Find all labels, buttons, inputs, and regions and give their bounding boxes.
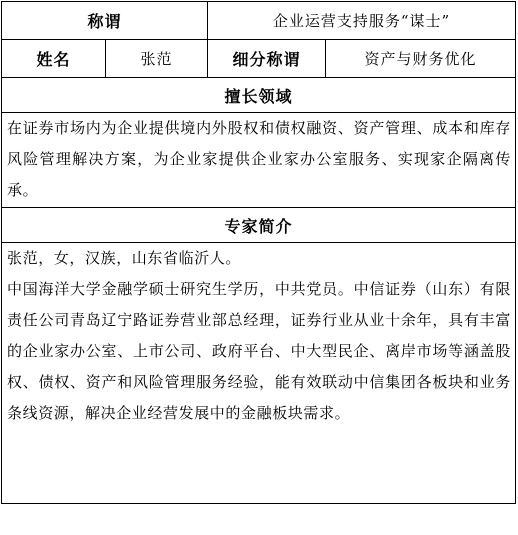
expertise-text: 在证券市场内为企业提供境内外股权和债权融资、资产管理、成本和库存风险管理解决方案，为企业家提供企业家办公室服务、实现家企隔离传承。 xyxy=(7,119,512,199)
profile-paragraph-1: 张范，女，汉族，山东省临沂人。 xyxy=(7,249,242,267)
title-value: 企业运营支持服务“谋士” xyxy=(208,2,516,40)
expertise-text-cell xyxy=(2,113,516,208)
profile-paragraph-2: 中国海洋大学金融学硕士研究生学历，中共党员。中信证券（山东）有限责任公司青岛辽宁路证券营业部总经理，证券行业从业十余年，具有丰富的企业家办公室、上市公司、政府平台、中大型民企、离岸市场等涵盖股权、债权、资产和风险管理服务经验，能有效联动中信集团各板块和业务条线资源，解决企业经营发展中的金融板块需求。 xyxy=(7,280,512,422)
subtitle-label: 细分称谓 xyxy=(208,40,326,78)
expert-profile-table xyxy=(1,1,516,504)
name-value: 张范 xyxy=(106,40,208,78)
profile-heading-row xyxy=(2,208,516,243)
expertise-heading: 擅长领域 xyxy=(2,78,516,113)
title-row xyxy=(2,2,516,40)
expertise-heading-row xyxy=(2,78,516,113)
subtitle-value: 资产与财务优化 xyxy=(326,40,516,78)
name-label: 姓名 xyxy=(2,40,106,78)
profile-heading: 专家简介 xyxy=(2,208,516,243)
name-row xyxy=(2,40,516,78)
profile-text-cell xyxy=(2,243,516,504)
profile-content-row xyxy=(2,243,516,504)
title-label: 称谓 xyxy=(2,2,208,40)
expertise-content-row xyxy=(2,113,516,208)
